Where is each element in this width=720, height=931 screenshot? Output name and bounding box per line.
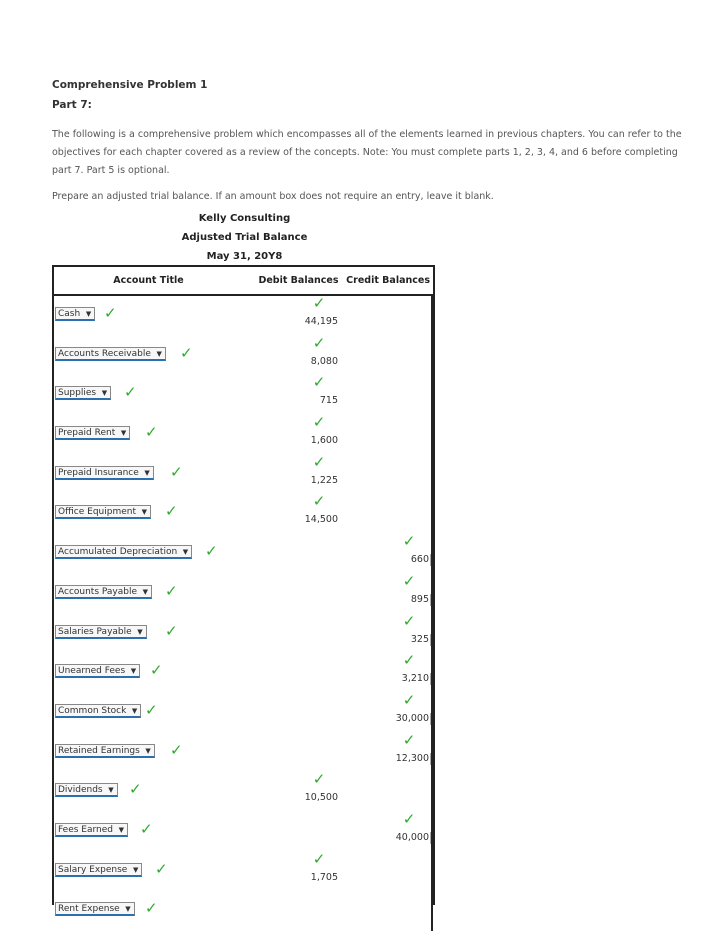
- account-select-label: Salary Expense: [58, 864, 128, 875]
- account-select-label: Office Equipment: [58, 507, 136, 518]
- account-select[interactable]: [55, 744, 155, 758]
- check-icon: ✓: [145, 700, 158, 719]
- check-icon: ✓: [402, 611, 416, 630]
- account-select[interactable]: [55, 505, 151, 519]
- credit-amount: 3,210: [387, 673, 431, 685]
- credit-amount-field[interactable]: [387, 534, 431, 566]
- table-body: [54, 296, 433, 931]
- account-select-label: Accumulated Depreciation: [58, 547, 178, 558]
- credit-amount: 895: [387, 594, 431, 606]
- debit-amount-field[interactable]: [300, 333, 338, 368]
- report-heading: [52, 209, 437, 266]
- chevron-down-icon: ▼: [125, 905, 131, 914]
- header-debit-balances: Debit Balances: [258, 275, 339, 286]
- chevron-down-icon: ▼: [131, 706, 138, 715]
- chevron-down-icon: ▼: [132, 865, 139, 874]
- chevron-down-icon: ▼: [156, 349, 162, 358]
- check-icon: ✓: [312, 849, 326, 868]
- account-select[interactable]: [55, 625, 147, 639]
- debit-amount-field[interactable]: [300, 849, 338, 884]
- account-select[interactable]: [55, 386, 111, 400]
- debit-amount-field[interactable]: [300, 772, 338, 804]
- check-icon: ✓: [312, 413, 326, 432]
- check-icon: ✓: [402, 730, 416, 749]
- table-row: [54, 296, 433, 336]
- header-account-title: Account Title: [113, 275, 184, 286]
- account-select-label: Cash: [58, 309, 81, 319]
- credit-amount: 325: [387, 634, 431, 646]
- debit-amount: 1,705: [310, 871, 338, 883]
- debit-amount-field[interactable]: [300, 375, 338, 407]
- table-row: [54, 415, 433, 455]
- problem-content: [52, 79, 692, 266]
- chevron-down-icon: ▼: [145, 746, 151, 755]
- check-icon: ✓: [312, 373, 326, 392]
- debit-amount: 14,500: [304, 514, 338, 526]
- account-select-label: Supplies: [58, 388, 97, 399]
- debit-amount: 10,500: [304, 792, 338, 804]
- chevron-down-icon: ▼: [85, 310, 92, 318]
- chevron-down-icon: ▼: [130, 667, 137, 676]
- chevron-down-icon: ▼: [108, 786, 114, 795]
- table-header: [54, 267, 433, 296]
- table-row: [54, 452, 433, 495]
- debit-amount-field[interactable]: [300, 452, 338, 487]
- chevron-down-icon: ▼: [141, 508, 147, 517]
- debit-amount: 1,225: [310, 474, 338, 486]
- account-select[interactable]: [55, 347, 166, 361]
- check-icon: ✓: [312, 452, 326, 471]
- check-icon: ✓: [170, 740, 183, 759]
- account-select[interactable]: [55, 783, 118, 797]
- account-select-label: Accounts Payable: [58, 586, 138, 597]
- debit-amount: 8,080: [310, 355, 338, 367]
- table-row: [54, 849, 433, 892]
- account-select-label: Salaries Payable: [58, 626, 132, 637]
- table-row: [54, 730, 433, 773]
- account-select[interactable]: [55, 585, 152, 599]
- check-icon: ✓: [170, 462, 183, 481]
- chevron-down-icon: ▼: [120, 429, 127, 438]
- check-icon: ✓: [129, 780, 142, 799]
- chevron-down-icon: ▼: [101, 389, 108, 398]
- check-icon: ✓: [104, 304, 117, 322]
- debit-amount-field[interactable]: [300, 494, 338, 526]
- credit-amount: 40,000: [387, 832, 431, 844]
- check-icon: ✓: [312, 294, 326, 312]
- intro-text: The following is a comprehensive problem which encompasses all of the elements learned in previous chapters. You can refer to the objectives for each chapter covered as a review of the concepts. Note: You must complete parts 1, 2, 3, 4, and 6 before completing part 7. Part 5 is optional.: [52, 129, 682, 176]
- report-title: Adjusted Trial Balance: [181, 232, 308, 243]
- check-icon: ✓: [312, 770, 326, 789]
- chevron-down-icon: ▼: [144, 468, 150, 477]
- table-row: [54, 494, 433, 534]
- chevron-down-icon: ▼: [118, 825, 125, 834]
- check-icon: ✓: [402, 809, 416, 828]
- instruction-text: Prepare an adjusted trial balance. If an amount box does not require an entry, leave it blank.: [52, 191, 494, 202]
- check-icon: ✓: [312, 492, 326, 511]
- credit-amount-field[interactable]: [387, 730, 431, 765]
- check-icon: ✓: [180, 343, 193, 362]
- account-select[interactable]: [55, 823, 128, 837]
- check-icon: ✓: [150, 661, 163, 680]
- table-row: [54, 571, 433, 614]
- part-title: Part 7:: [52, 99, 92, 111]
- chevron-down-icon: ▼: [137, 627, 143, 636]
- report-date: May 31, 20Y8: [206, 251, 283, 262]
- table-row: [54, 534, 433, 574]
- table-row: [54, 333, 433, 376]
- table-row: [54, 809, 433, 852]
- account-select[interactable]: [55, 307, 95, 321]
- account-select-label: Fees Earned: [58, 824, 114, 835]
- debit-amount: 1,600: [310, 435, 338, 447]
- credit-amount-field[interactable]: [387, 653, 431, 685]
- problem-title: Comprehensive Problem 1: [52, 79, 208, 91]
- trial-balance-table: [52, 265, 435, 918]
- account-select[interactable]: [55, 466, 154, 480]
- company-name: Kelly Consulting: [198, 213, 291, 224]
- debit-amount: 715: [319, 395, 338, 407]
- check-icon: ✓: [205, 542, 218, 561]
- account-select[interactable]: [55, 902, 135, 916]
- check-icon: ✓: [402, 571, 416, 590]
- credit-amount: 30,000: [387, 713, 431, 725]
- account-select-label: Prepaid Insurance: [58, 467, 139, 478]
- account-select-label: Prepaid Rent: [58, 428, 116, 439]
- credit-amount-field[interactable]: [387, 611, 431, 646]
- account-select-label: Dividends: [58, 785, 103, 796]
- check-icon: ✓: [165, 581, 178, 600]
- table-row: [54, 611, 433, 654]
- check-icon: ✓: [165, 621, 178, 640]
- check-icon: ✓: [155, 859, 168, 878]
- check-icon: ✓: [402, 690, 416, 709]
- check-icon: ✓: [402, 651, 416, 670]
- check-icon: ✓: [402, 532, 416, 551]
- debit-amount: 44,195: [304, 316, 338, 327]
- check-icon: ✓: [145, 899, 158, 918]
- chevron-down-icon: ▼: [182, 548, 189, 557]
- credit-amount: 12,300: [387, 753, 431, 765]
- account-select-label: Retained Earnings: [58, 745, 140, 756]
- account-select-label: Accounts Receivable: [58, 348, 151, 359]
- check-icon: ✓: [312, 333, 326, 352]
- account-select-label: Common Stock: [58, 705, 127, 716]
- check-icon: ✓: [145, 423, 158, 442]
- account-select[interactable]: [55, 704, 141, 718]
- table-row: [54, 690, 433, 733]
- credit-amount: 660: [387, 554, 431, 566]
- credit-amount-field[interactable]: [387, 809, 431, 844]
- credit-amount-field[interactable]: [387, 690, 431, 725]
- account-select[interactable]: [55, 426, 130, 440]
- check-icon: ✓: [165, 502, 178, 521]
- header-credit-balances: Credit Balances: [346, 275, 430, 286]
- account-select-label: Rent Expense: [58, 904, 120, 915]
- debit-amount-field[interactable]: [300, 296, 338, 328]
- account-select[interactable]: [55, 863, 142, 877]
- debit-amount-field[interactable]: [300, 415, 338, 447]
- check-icon: ✓: [124, 383, 137, 402]
- account-select-label: Unearned Fees: [58, 666, 126, 677]
- credit-amount-field[interactable]: [387, 571, 431, 606]
- account-select[interactable]: [55, 664, 140, 678]
- account-select[interactable]: [55, 545, 192, 559]
- table-row: [54, 375, 433, 415]
- chevron-down-icon: ▼: [142, 587, 149, 596]
- check-icon: ✓: [140, 819, 153, 838]
- table-row: [54, 653, 433, 693]
- table-row: [54, 772, 433, 812]
- table-row: [54, 891, 433, 931]
